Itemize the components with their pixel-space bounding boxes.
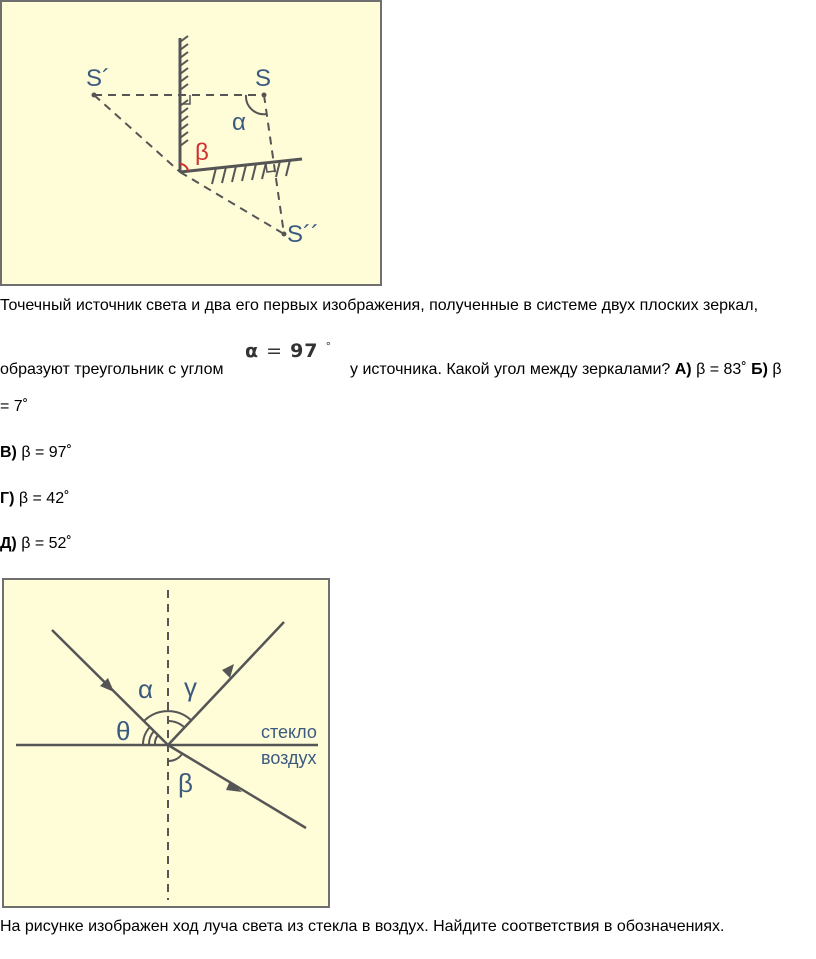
option-d	[0, 534, 72, 554]
refraction-diagram	[4, 580, 328, 906]
label-gamma: γ	[184, 672, 197, 702]
label-alpha: α	[232, 109, 246, 136]
formula-eq: =	[266, 340, 284, 362]
label-theta: θ	[116, 716, 131, 746]
option-d-letter: Д)	[0, 535, 17, 552]
option-a-letter: А)	[674, 361, 692, 378]
refraction-figure	[2, 578, 330, 908]
question1-line1: Точечный источник света и два его первых изображения, полученные в системе двух плоских зеркал,	[0, 297, 759, 314]
question1-line2-after: у источника. Какой угол между зеркалами?	[350, 361, 671, 378]
option-b-continued: = 7˚	[0, 398, 29, 415]
theta-arc-2	[149, 731, 154, 745]
label-s: S	[255, 65, 272, 92]
label-s-double: S´´	[287, 221, 319, 248]
point-s-prime	[92, 93, 97, 98]
label-glass: стекло	[261, 722, 317, 742]
alpha-formula	[245, 340, 332, 362]
label-air: воздух	[261, 748, 317, 768]
label-beta: β	[195, 139, 209, 166]
option-v-letter: В)	[0, 444, 17, 461]
formula-unit: °	[325, 340, 333, 353]
mirrors-figure	[0, 0, 382, 286]
question1-line2-right	[350, 360, 782, 380]
formula-symbol: α	[245, 340, 260, 362]
question2-text: На рисунке изображен ход луча света из стекла в воздух. Найдите соответствия в обозначениях.	[0, 918, 725, 935]
option-d-text: β = 52˚	[21, 535, 72, 552]
formula-value: 97	[290, 340, 319, 362]
label-alpha: α	[138, 674, 154, 704]
point-s	[262, 93, 267, 98]
gamma-arc	[168, 721, 185, 728]
theta-arc-3	[155, 735, 158, 745]
option-v-text: β = 97˚	[21, 444, 72, 461]
option-b-text-a: β	[772, 361, 782, 378]
question1-line2-before: образуют треугольник с углом	[0, 361, 224, 378]
mirrors-diagram	[2, 2, 380, 284]
option-b-letter: Б)	[751, 361, 768, 378]
option-g-text: β = 42˚	[18, 490, 70, 507]
option-v	[0, 443, 72, 463]
option-a-text: β = 83˚	[696, 361, 747, 378]
beta-arc	[168, 754, 182, 761]
option-g	[0, 489, 69, 509]
option-g-letter: Г)	[0, 490, 15, 507]
label-beta: β	[178, 768, 193, 798]
question1-line2	[0, 360, 223, 380]
point-s-double	[282, 232, 287, 237]
label-s-prime: S´	[86, 65, 110, 92]
